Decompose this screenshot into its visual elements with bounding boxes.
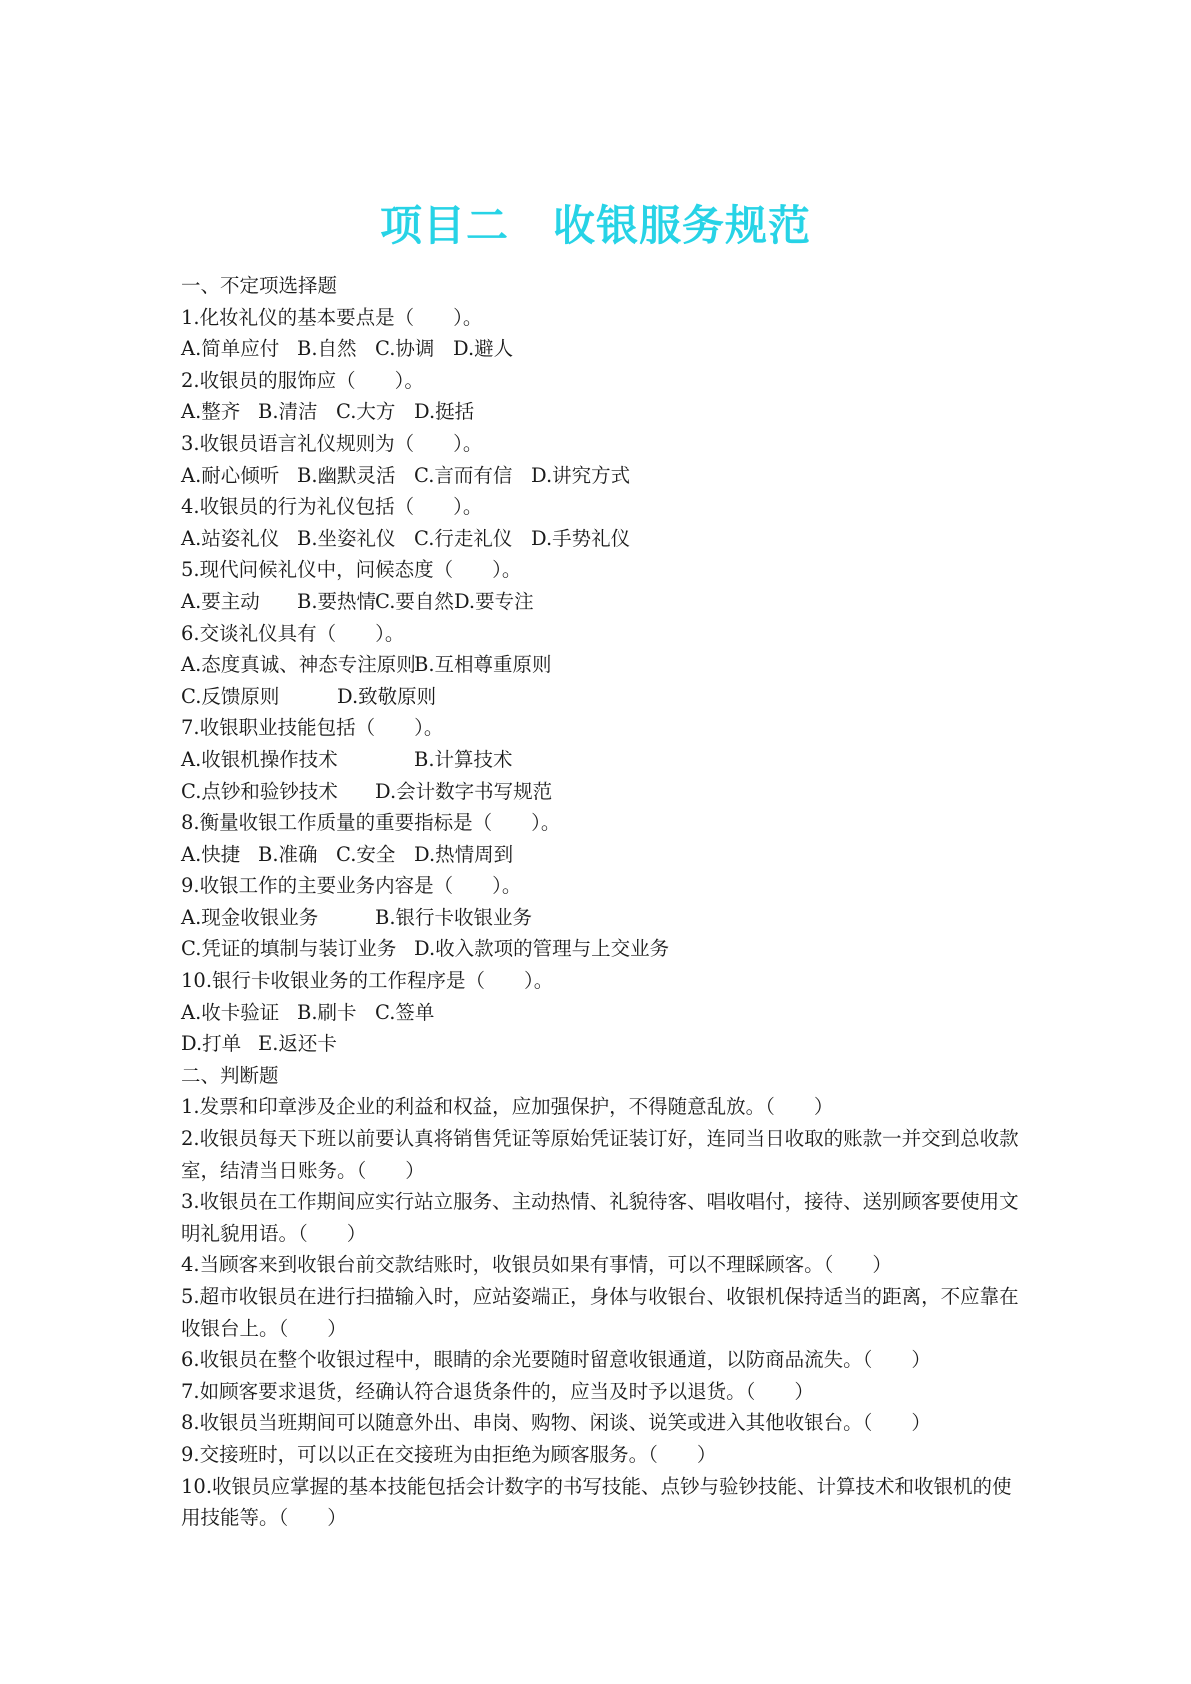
answer-option: B.互相尊重原则 xyxy=(414,653,552,677)
answer-option: A.收银机操作技术 xyxy=(181,747,338,771)
options-line xyxy=(181,744,1021,776)
judgment-item: 5.超市收银员在进行扫描输入时，应站姿端正，身体与收银台、收银机保持适当的距离，不应靠在收银台上。（ ） xyxy=(181,1285,1019,1340)
answer-option: D.手势礼仪 xyxy=(531,526,631,550)
answer-option: B.银行卡收银业务 xyxy=(375,905,533,929)
question-stem: 10.银行卡收银业务的工作程序是（ ）。 xyxy=(181,969,554,993)
answer-option: A.耐心倾听 xyxy=(181,463,280,487)
answer-option: A.收卡验证 xyxy=(181,1000,280,1024)
options-line xyxy=(181,333,1021,365)
answer-option: C.协调 xyxy=(375,337,435,361)
answer-option: C.要自然 xyxy=(375,589,454,613)
answer-option: D.热情周到 xyxy=(414,842,514,866)
answer-option: C.大方 xyxy=(336,400,396,424)
question-stem: 6.交谈礼仪具有（ ）。 xyxy=(181,621,405,645)
page-title xyxy=(0,196,1191,256)
question-stem: 2.收银员的服饰应（ ）。 xyxy=(181,368,424,392)
judgment-item: 1.发票和印章涉及企业的利益和权益，应加强保护，不得随意乱放。（ ） xyxy=(181,1095,834,1119)
answer-option: C.反馈原则 xyxy=(181,684,280,708)
question-stem: 3.收银员语言礼仪规则为（ ）。 xyxy=(181,431,483,455)
answer-option: C.言而有信 xyxy=(414,463,513,487)
answer-option: C.行走礼仪 xyxy=(414,526,513,550)
answer-option: B.刷卡 xyxy=(297,1000,357,1024)
question-stem: 5.现代问候礼仪中，问候态度（ ）。 xyxy=(181,558,522,582)
answer-option: B.幽默灵活 xyxy=(297,463,396,487)
options-line xyxy=(181,933,1021,965)
options-line xyxy=(181,649,1021,681)
judgment-item: 2.收银员每天下班以前要认真将销售凭证等原始凭证装订好，连同当日收取的账款一并交到总收款室，结清当日账务。（ ） xyxy=(181,1127,1019,1182)
answer-option: B.清洁 xyxy=(258,400,318,424)
answer-option: B.坐姿礼仪 xyxy=(297,526,396,550)
options-line xyxy=(181,1028,1021,1060)
answer-option: B.准确 xyxy=(258,842,318,866)
answer-option: D.挺括 xyxy=(414,400,475,424)
answer-option: A.要主动 xyxy=(181,589,260,613)
answer-option: B.自然 xyxy=(297,337,357,361)
answer-option: D.要专注 xyxy=(453,589,534,613)
judgment-item: 4.当顾客来到收银台前交款结账时，收银员如果有事情，可以不理睬顾客。（ ） xyxy=(181,1253,892,1277)
judgment-item: 8.收银员当班期间可以随意外出、串岗、购物、闲谈、说笑或进入其他收银台。（ ） xyxy=(181,1411,931,1435)
options-line xyxy=(181,839,1021,871)
question-stem: 8.衡量收银工作质量的重要指标是（ ）。 xyxy=(181,811,561,835)
judgment-item: 10.收银员应掌握的基本技能包括会计数字的书写技能、点钞与验钞技能、计算技术和收银机的使用技能等。（ ） xyxy=(181,1474,1012,1530)
answer-option: B.计算技术 xyxy=(414,747,513,771)
document-body xyxy=(181,270,1021,1534)
question-stem: 9.收银工作的主要业务内容是（ ）。 xyxy=(181,874,522,898)
judgment-item: 7.如顾客要求退货，经确认符合退货条件的，应当及时予以退货。（ ） xyxy=(181,1379,814,1403)
options-line xyxy=(181,902,1021,934)
answer-option: D.避人 xyxy=(453,337,514,361)
answer-option: E.返还卡 xyxy=(258,1032,337,1056)
answer-option: C.点钞和验钞技术 xyxy=(181,779,338,803)
question-stem: 4.收银员的行为礼仪包括（ ）。 xyxy=(181,495,483,519)
options-line xyxy=(181,396,1021,428)
answer-option: D.讲究方式 xyxy=(531,463,631,487)
answer-option: B.要热情 xyxy=(297,589,377,613)
options-line xyxy=(181,681,1021,713)
question-stem: 7.收银职业技能包括（ ）。 xyxy=(181,716,444,740)
judgment-questions xyxy=(181,1091,1021,1533)
answer-option: D.打单 xyxy=(181,1032,242,1056)
title-project-number: 项目二 xyxy=(379,201,509,250)
choice-questions xyxy=(181,302,1021,1060)
title-topic: 收银服务规范 xyxy=(553,201,812,250)
options-line xyxy=(181,586,1021,618)
answer-option: C.凭证的填制与装订业务 xyxy=(181,937,397,961)
answer-option: A.简单应付 xyxy=(181,337,280,361)
section1-heading: 一、不定项选择题 xyxy=(181,274,338,297)
options-line xyxy=(181,523,1021,555)
question-stem: 1.化妆礼仪的基本要点是（ ）。 xyxy=(181,305,483,329)
judgment-item: 3.收银员在工作期间应实行站立服务、主动热情、礼貌待客、唱收唱付，接待、送别顾客要使用文明礼貌用语。（ ） xyxy=(181,1190,1019,1245)
answer-option: A.整齐 xyxy=(181,400,241,424)
judgment-item: 9.交接班时，可以以正在交接班为由拒绝为顾客服务。（ ） xyxy=(181,1442,717,1466)
answer-option: D.收入款项的管理与上交业务 xyxy=(414,937,670,961)
options-line xyxy=(181,997,1021,1029)
answer-option: D.会计数字书写规范 xyxy=(375,779,553,803)
answer-option: C.签单 xyxy=(375,1000,435,1024)
options-line xyxy=(181,460,1021,492)
section2-heading: 二、判断题 xyxy=(181,1063,279,1087)
answer-option: D.致敬原则 xyxy=(337,684,437,708)
options-line xyxy=(181,776,1021,808)
answer-option: A.快捷 xyxy=(181,842,241,866)
answer-option: C.安全 xyxy=(336,842,396,866)
judgment-item: 6.收银员在整个收银过程中，眼睛的余光要随时留意收银通道，以防商品流失。（ ） xyxy=(181,1348,931,1372)
answer-option: A.态度真诚、神态专注原则 xyxy=(181,653,416,677)
answer-option: A.站姿礼仪 xyxy=(181,526,280,550)
answer-option: A.现金收银业务 xyxy=(181,905,319,929)
